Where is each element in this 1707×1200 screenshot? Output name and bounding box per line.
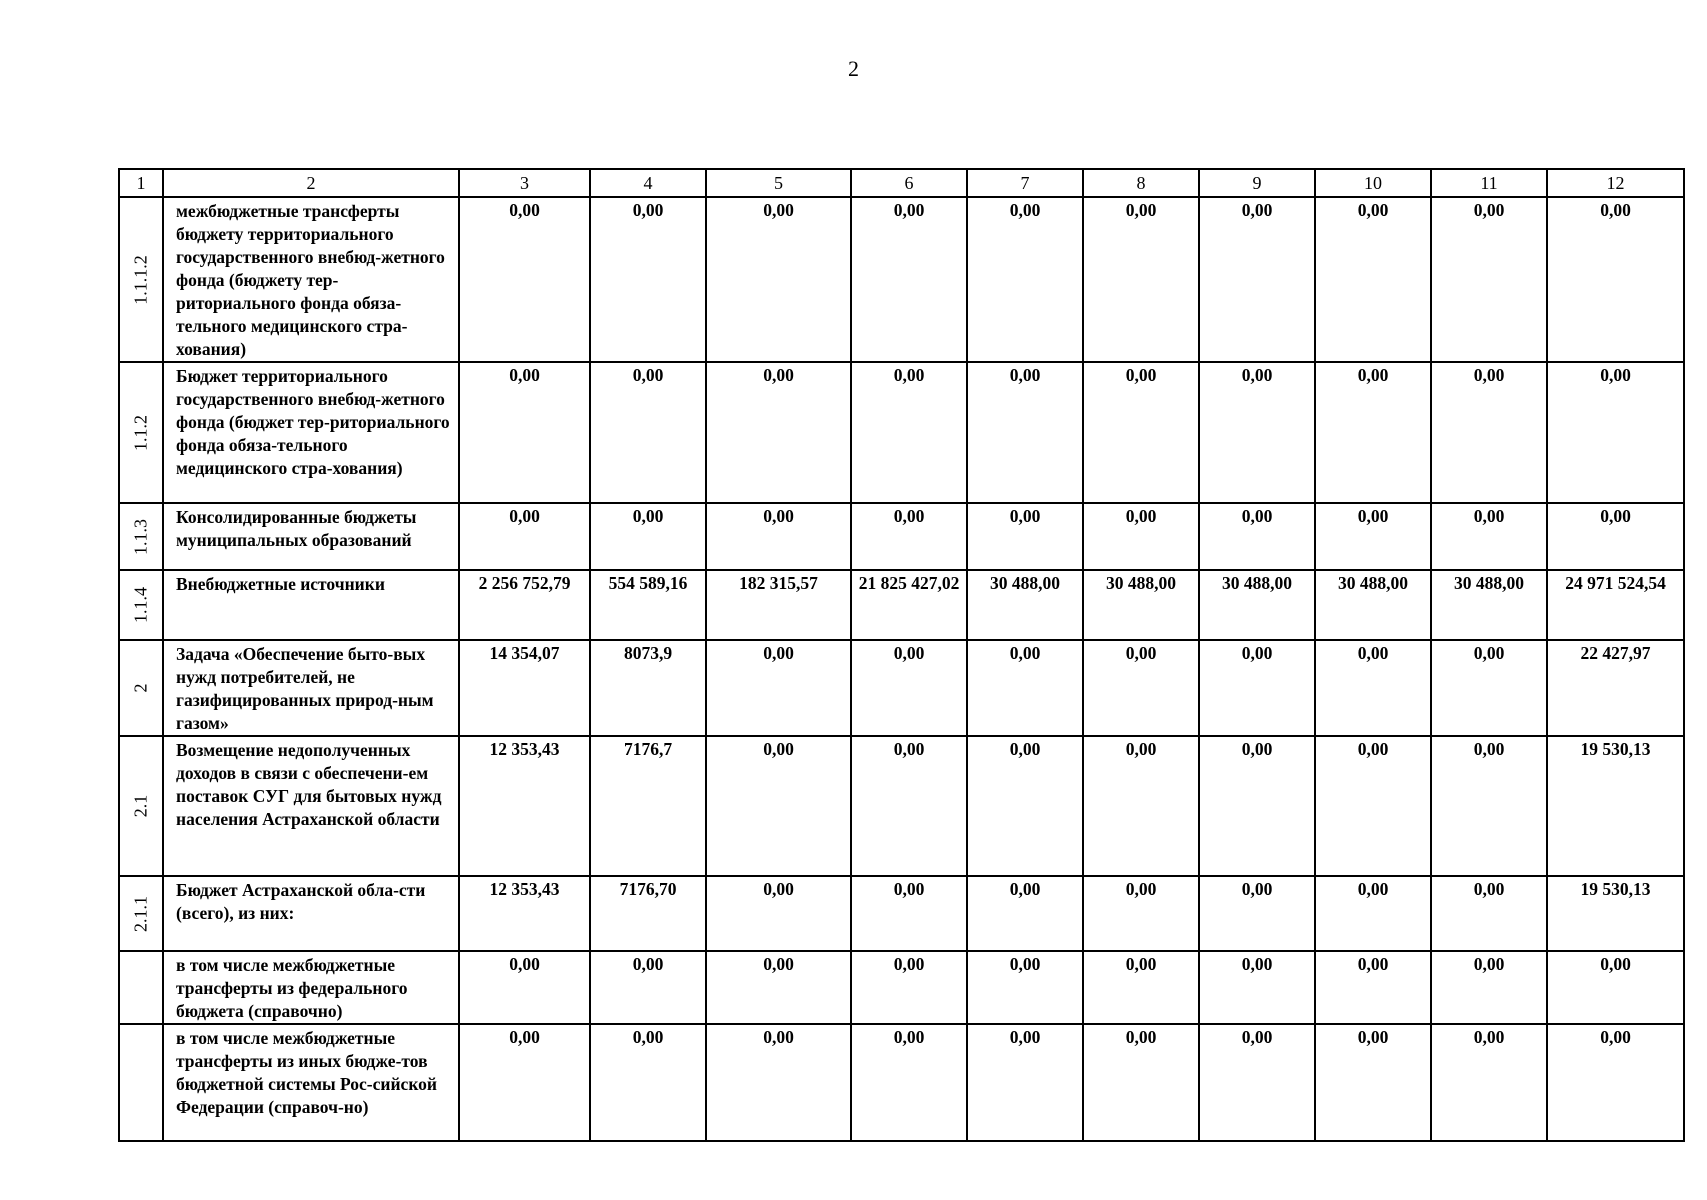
- header-cell: 10: [1315, 169, 1431, 197]
- value-cell: 0,00: [1199, 951, 1315, 1024]
- value-cell: 0,00: [1083, 197, 1199, 362]
- value-cell: 0,00: [967, 197, 1083, 362]
- value-cell: 0,00: [967, 736, 1083, 876]
- row-name: Бюджет территориального государственного внебюд-жетного фонда (бюджет тер-риториального фонда обяза-тельного медицинского стра-хования): [163, 362, 459, 503]
- value-cell: 0,00: [1547, 197, 1684, 362]
- row-code-cell: [119, 570, 163, 640]
- value-cell: 0,00: [1431, 951, 1547, 1024]
- value-cell: 0,00: [851, 503, 967, 570]
- row-code: 2.1: [130, 794, 151, 818]
- value-cell: 0,00: [706, 197, 851, 362]
- value-cell: 0,00: [1199, 876, 1315, 951]
- value-cell: 0,00: [851, 1024, 967, 1141]
- row-code-cell: [119, 503, 163, 570]
- value-cell: 0,00: [1315, 640, 1431, 736]
- header-cell: 7: [967, 169, 1083, 197]
- value-cell: 0,00: [851, 197, 967, 362]
- value-cell: 0,00: [967, 876, 1083, 951]
- row-code: 1.1.1.2: [130, 254, 151, 305]
- row-name: Внебюджетные источники: [163, 570, 459, 640]
- table-row: [119, 362, 1684, 503]
- row-code-cell: [119, 736, 163, 876]
- header-cell: 8: [1083, 169, 1199, 197]
- budget-table: [118, 168, 1685, 1142]
- value-cell: 0,00: [706, 503, 851, 570]
- value-cell: 0,00: [1083, 1024, 1199, 1141]
- value-cell: 22 427,97: [1547, 640, 1684, 736]
- value-cell: 0,00: [1431, 736, 1547, 876]
- header-cell: 4: [590, 169, 706, 197]
- header-row: [119, 169, 1684, 197]
- row-name: в том числе межбюджетные трансферты из федерального бюджета (справочно): [163, 951, 459, 1024]
- value-cell: 7176,7: [590, 736, 706, 876]
- value-cell: 0,00: [1315, 197, 1431, 362]
- header-cell: 2: [163, 169, 459, 197]
- value-cell: 0,00: [459, 362, 590, 503]
- table-row: [119, 640, 1684, 736]
- value-cell: 0,00: [706, 736, 851, 876]
- value-cell: 19 530,13: [1547, 876, 1684, 951]
- value-cell: 0,00: [1199, 503, 1315, 570]
- table-row: [119, 197, 1684, 362]
- row-name: межбюджетные трансферты бюджету территориального государственного внебюд-жетного фонда (бюджету тер-риториального фонда обяза-тельного медицинского стра-хования): [163, 197, 459, 362]
- row-code-cell: [119, 640, 163, 736]
- table-row: [119, 876, 1684, 951]
- value-cell: 0,00: [1431, 876, 1547, 951]
- value-cell: 0,00: [1315, 876, 1431, 951]
- value-cell: 0,00: [967, 503, 1083, 570]
- value-cell: 0,00: [1083, 736, 1199, 876]
- value-cell: 30 488,00: [1199, 570, 1315, 640]
- value-cell: 0,00: [1315, 736, 1431, 876]
- header-cell: 12: [1547, 169, 1684, 197]
- row-code-cell: [119, 1024, 163, 1141]
- header-cell: 6: [851, 169, 967, 197]
- value-cell: 30 488,00: [967, 570, 1083, 640]
- value-cell: 0,00: [590, 951, 706, 1024]
- value-cell: 0,00: [851, 736, 967, 876]
- value-cell: 0,00: [459, 503, 590, 570]
- value-cell: 2 256 752,79: [459, 570, 590, 640]
- value-cell: 19 530,13: [1547, 736, 1684, 876]
- value-cell: 0,00: [967, 951, 1083, 1024]
- value-cell: 0,00: [590, 503, 706, 570]
- value-cell: 12 353,43: [459, 876, 590, 951]
- value-cell: 0,00: [1547, 951, 1684, 1024]
- row-name: Задача «Обеспечение быто-вых нужд потребителей, не газифицированных природ-ным газом»: [163, 640, 459, 736]
- row-code-cell: [119, 362, 163, 503]
- header-cell: 3: [459, 169, 590, 197]
- row-name: в том числе межбюджетные трансферты из иных бюдже-тов бюджетной системы Рос-сийской Федерации (справоч-но): [163, 1024, 459, 1141]
- header-cell: 9: [1199, 169, 1315, 197]
- value-cell: 0,00: [706, 876, 851, 951]
- value-cell: 0,00: [459, 951, 590, 1024]
- value-cell: 0,00: [1431, 197, 1547, 362]
- value-cell: 14 354,07: [459, 640, 590, 736]
- table-body: [119, 169, 1684, 1141]
- row-code-cell: [119, 876, 163, 951]
- row-name: Возмещение недополученных доходов в связи с обеспечени-ем поставок СУГ для бытовых нужд населения Астраханской области: [163, 736, 459, 876]
- value-cell: 12 353,43: [459, 736, 590, 876]
- value-cell: 7176,70: [590, 876, 706, 951]
- value-cell: 0,00: [1083, 503, 1199, 570]
- value-cell: 0,00: [459, 1024, 590, 1141]
- value-cell: 0,00: [1315, 951, 1431, 1024]
- row-code-cell: [119, 197, 163, 362]
- value-cell: 0,00: [1431, 362, 1547, 503]
- value-cell: 0,00: [590, 1024, 706, 1141]
- value-cell: 0,00: [706, 1024, 851, 1141]
- table-row: [119, 736, 1684, 876]
- value-cell: 0,00: [1315, 1024, 1431, 1141]
- row-name: Консолидированные бюджеты муниципальных образований: [163, 503, 459, 570]
- value-cell: 0,00: [1199, 362, 1315, 503]
- row-name: Бюджет Астраханской обла-сти (всего), из них:: [163, 876, 459, 951]
- row-code: 2: [130, 683, 151, 693]
- value-cell: 0,00: [1083, 362, 1199, 503]
- page-number: 2: [848, 56, 859, 81]
- value-cell: 0,00: [1547, 503, 1684, 570]
- header-cell: 11: [1431, 169, 1547, 197]
- value-cell: 0,00: [967, 640, 1083, 736]
- value-cell: 0,00: [459, 197, 590, 362]
- header-cell: 5: [706, 169, 851, 197]
- value-cell: 0,00: [851, 876, 967, 951]
- row-code: 1.1.4: [130, 587, 151, 623]
- value-cell: 30 488,00: [1315, 570, 1431, 640]
- table-row: [119, 1024, 1684, 1141]
- value-cell: 0,00: [1083, 876, 1199, 951]
- table-row: [119, 503, 1684, 570]
- value-cell: 182 315,57: [706, 570, 851, 640]
- value-cell: 0,00: [1431, 503, 1547, 570]
- row-code: 2.1.1: [130, 895, 151, 932]
- value-cell: 0,00: [1547, 1024, 1684, 1141]
- row-code: 1.1.3: [130, 518, 151, 555]
- value-cell: 0,00: [706, 951, 851, 1024]
- value-cell: 0,00: [590, 197, 706, 362]
- value-cell: 0,00: [1315, 362, 1431, 503]
- value-cell: 554 589,16: [590, 570, 706, 640]
- value-cell: 0,00: [851, 951, 967, 1024]
- value-cell: 0,00: [851, 640, 967, 736]
- value-cell: 8073,9: [590, 640, 706, 736]
- value-cell: 0,00: [1199, 640, 1315, 736]
- value-cell: 0,00: [1199, 197, 1315, 362]
- value-cell: 0,00: [967, 1024, 1083, 1141]
- value-cell: 0,00: [706, 362, 851, 503]
- value-cell: 30 488,00: [1431, 570, 1547, 640]
- value-cell: 0,00: [967, 362, 1083, 503]
- value-cell: 0,00: [1083, 951, 1199, 1024]
- value-cell: 0,00: [1431, 1024, 1547, 1141]
- row-code-cell: [119, 951, 163, 1024]
- table-row: [119, 570, 1684, 640]
- table-row: [119, 951, 1684, 1024]
- header-cell: 1: [119, 169, 163, 197]
- value-cell: 0,00: [851, 362, 967, 503]
- value-cell: 24 971 524,54: [1547, 570, 1684, 640]
- value-cell: 0,00: [1547, 362, 1684, 503]
- value-cell: 0,00: [1315, 503, 1431, 570]
- value-cell: 21 825 427,02: [851, 570, 967, 640]
- value-cell: 0,00: [1199, 736, 1315, 876]
- value-cell: 0,00: [1431, 640, 1547, 736]
- value-cell: 0,00: [590, 362, 706, 503]
- value-cell: 0,00: [1083, 640, 1199, 736]
- value-cell: 0,00: [1199, 1024, 1315, 1141]
- value-cell: 30 488,00: [1083, 570, 1199, 640]
- row-code: 1.1.2: [130, 414, 151, 451]
- value-cell: 0,00: [706, 640, 851, 736]
